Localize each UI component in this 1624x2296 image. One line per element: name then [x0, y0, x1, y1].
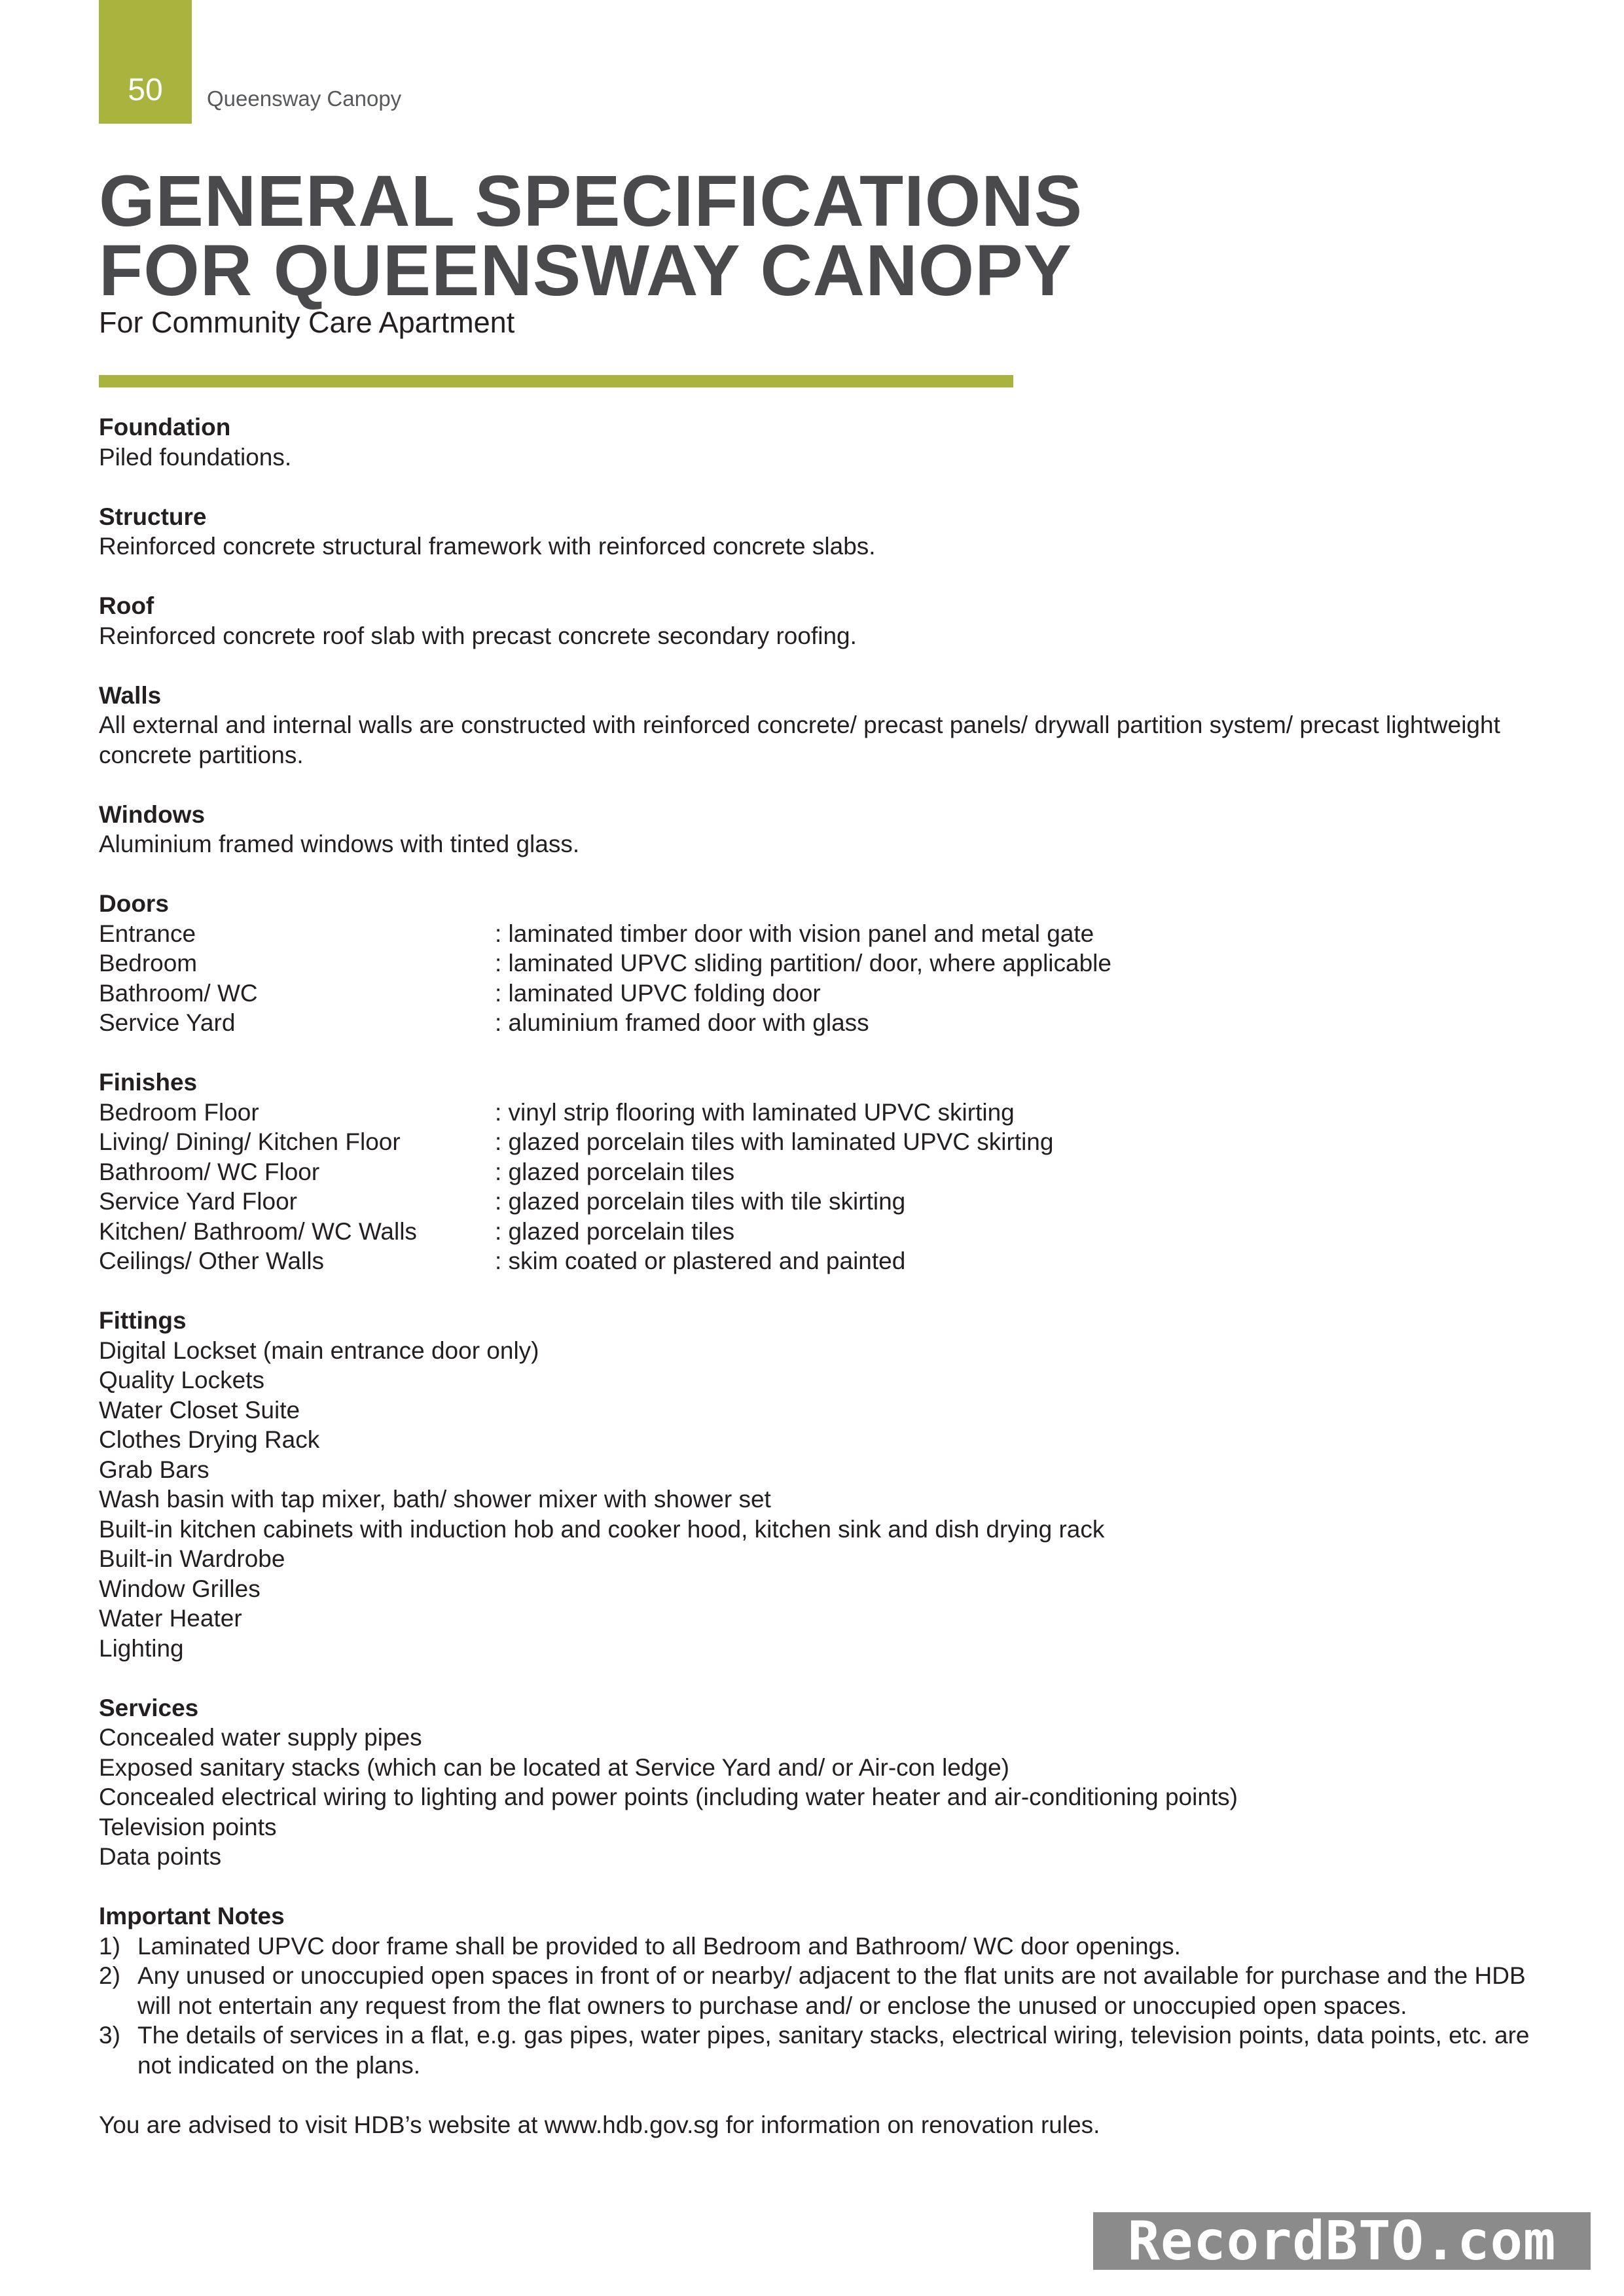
list-item: Built-in kitchen cabinets with induction hob and cooker hood, kitchen sink and dish drying rack [99, 1515, 1105, 1543]
section-heading: Fittings [99, 1307, 187, 1334]
section-important-notes [99, 1901, 1545, 2080]
specifications-body [99, 412, 1545, 2140]
list-item: Concealed water supply pipes [99, 1724, 422, 1751]
list-item: Window Grilles [99, 1575, 261, 1602]
fittings-list [99, 1336, 1545, 1664]
spec-row [99, 1098, 1545, 1128]
list-item: Television points [99, 1813, 277, 1840]
page-subtitle: For Community Care Apartment [99, 306, 515, 339]
page-title [99, 161, 1083, 311]
note-number: 3) [99, 2022, 120, 2049]
section-services [99, 1693, 1545, 1872]
spec-row [99, 1157, 1545, 1187]
section-heading: Finishes [99, 1069, 198, 1096]
list-item: Quality Lockets [99, 1367, 264, 1393]
list-item: Data points [99, 1843, 222, 1870]
note-number: 1) [99, 1932, 120, 1960]
note-text: Laminated UPVC door frame shall be provided to all Bedroom and Bathroom/ WC door openings. [137, 1932, 1181, 1960]
spec-label: Bedroom Floor [99, 1098, 259, 1126]
note-text: Any unused or unoccupied open spaces in front of or nearby/ adjacent to the flat units are not available for purchase and the HDB will not entertain any request from the flat owners to purchase and/ or enclose the unused or unoccupied open spaces. [137, 1962, 1526, 2019]
section-text: Aluminium framed windows with tinted glass. [99, 831, 580, 857]
list-item: Concealed electrical wiring to lighting and power points (including water heater and air-conditioning points) [99, 1784, 1238, 1810]
spec-value: : vinyl strip flooring with laminated UPVC skirting [495, 1098, 1015, 1126]
spec-value: : skim coated or plastered and painted [495, 1247, 906, 1274]
section-windows [99, 800, 1545, 859]
title-line-1: GENERAL SPECIFICATIONS [99, 161, 1083, 242]
note-item [99, 2020, 1545, 2080]
spec-row [99, 1187, 1545, 1217]
section-fittings [99, 1306, 1545, 1663]
spec-value: : laminated UPVC folding door [495, 979, 821, 1007]
list-item: Clothes Drying Rack [99, 1426, 320, 1453]
title-line-2: FOR QUEENSWAY CANOPY [99, 230, 1072, 311]
spec-value: : glazed porcelain tiles [495, 1217, 735, 1245]
services-list [99, 1723, 1545, 1872]
spec-label: Service Yard [99, 1009, 236, 1036]
spec-row [99, 978, 1545, 1009]
spec-value: : glazed porcelain tiles [495, 1158, 735, 1185]
note-number: 2) [99, 1962, 120, 1989]
spec-value: : laminated UPVC sliding partition/ door, where applicable [495, 950, 1111, 977]
page-number-badge: 50 [99, 0, 192, 124]
spec-label: Kitchen/ Bathroom/ WC Walls [99, 1217, 417, 1245]
section-foundation [99, 412, 1545, 472]
section-heading: Structure [99, 503, 207, 530]
spec-label: Bathroom/ WC Floor [99, 1158, 320, 1185]
list-item: Exposed sanitary stacks (which can be located at Service Yard and/ or Air-con ledge) [99, 1753, 1009, 1781]
spec-value: : glazed porcelain tiles with laminated UPVC skirting [495, 1128, 1054, 1155]
spec-label: Bathroom/ WC [99, 979, 258, 1007]
section-heading: Foundation [99, 414, 231, 440]
renovation-advice: You are advised to visit HDB’s website at www.hdb.gov.sg for information on renovation rules. [99, 2111, 1100, 2138]
list-item: Grab Bars [99, 1456, 209, 1483]
note-item [99, 1931, 1545, 1962]
section-heading: Walls [99, 681, 162, 709]
list-item: Built-in Wardrobe [99, 1545, 285, 1572]
spec-row [99, 919, 1545, 949]
list-item: Wash basin with tap mixer, bath/ shower mixer with shower set [99, 1486, 771, 1513]
spec-label: Bedroom [99, 950, 198, 977]
section-text: Reinforced concrete structural framework with reinforced concrete slabs. [99, 533, 876, 560]
section-heading: Doors [99, 890, 169, 917]
section-text: All external and internal walls are constructed with reinforced concrete/ precast panels/ drywall partition system/ precast lightweight concrete partitions. [99, 711, 1500, 768]
list-item: Water Heater [99, 1605, 242, 1632]
notes-list [99, 1931, 1545, 2081]
spec-value: : aluminium framed door with glass [495, 1009, 869, 1036]
spec-label: Service Yard Floor [99, 1188, 297, 1215]
section-text: Piled foundations. [99, 443, 292, 471]
section-heading: Roof [99, 592, 154, 619]
list-item: Lighting [99, 1634, 184, 1662]
spec-label: Entrance [99, 920, 196, 947]
section-text: Reinforced concrete roof slab with precast concrete secondary roofing. [99, 622, 857, 649]
title-divider [99, 375, 1013, 387]
list-item: Water Closet Suite [99, 1396, 300, 1424]
spec-value: : glazed porcelain tiles with tile skirting [495, 1188, 906, 1215]
spec-label: Living/ Dining/ Kitchen Floor [99, 1128, 401, 1155]
section-roof [99, 591, 1545, 651]
section-walls [99, 681, 1545, 770]
list-item: Digital Lockset (main entrance door only) [99, 1336, 539, 1364]
spec-row [99, 1008, 1545, 1038]
note-text: The details of services in a flat, e.g. gas pipes, water pipes, sanitary stacks, electrical wiring, television points, data points, etc. are not indicated on the plans. [137, 2022, 1530, 2079]
section-finishes [99, 1067, 1545, 1276]
section-structure [99, 502, 1545, 562]
section-doors [99, 889, 1545, 1038]
section-heading: Services [99, 1694, 199, 1721]
section-heading: Important Notes [99, 1903, 285, 1929]
spec-row [99, 1246, 1545, 1276]
spec-row [99, 1217, 1545, 1247]
section-heading: Windows [99, 800, 206, 828]
running-header: Queensway Canopy [207, 86, 402, 111]
spec-label: Ceilings/ Other Walls [99, 1247, 325, 1274]
spec-row [99, 948, 1545, 978]
note-item [99, 1961, 1545, 2020]
watermark-logo: RecordBTO.com [1093, 2212, 1591, 2270]
spec-value: : laminated timber door with vision panel and metal gate [495, 920, 1094, 947]
spec-row [99, 1127, 1545, 1157]
